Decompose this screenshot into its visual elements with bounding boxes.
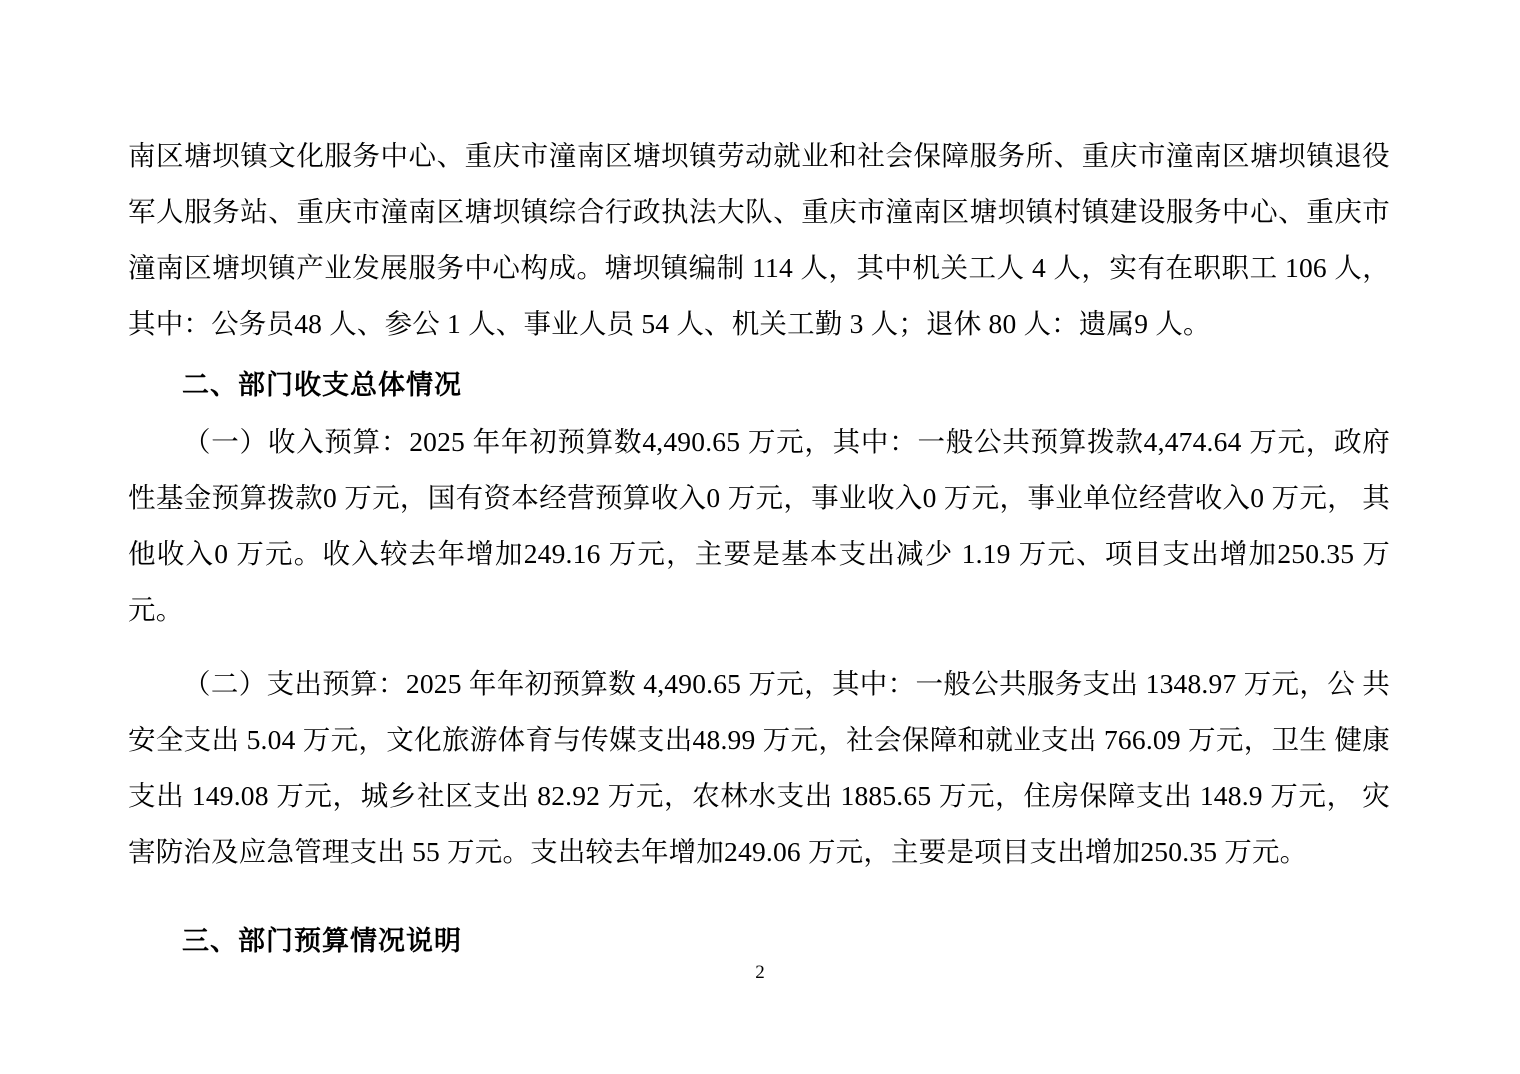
- spacer: [128, 638, 1390, 656]
- paragraph-revenue-budget: （一）收入预算：2025 年年初预算数4,490.65 万元，其中：一般公共预算拨款4,474.64 万元，政府 性基金预算拨款0 万元，国有资本经营预算收入0 万元，事业收入0 万元，事业单位经营收入0 万元， 其他收入0 万元。收入较去年增加249.16 万元，主要是基本支出减少 1.19 万元、项目支出增加250.35 万元。: [128, 426, 1390, 625]
- section-heading-three: 三、部门预算情况说明: [182, 926, 462, 957]
- section-heading-two: 二、部门收支总体情况: [182, 370, 462, 401]
- page-content: [128, 128, 1390, 970]
- paragraph-expenditure-budget: （二）支出预算：2025 年年初预算数 4,490.65 万元，其中：一般公共服务支出 1348.97 万元，公 共安全支出 5.04 万元，文化旅游体育与传媒支出48.99 万元，社会保障和就业支出 766.09 万元，卫生 健康支出 149.08 万元，城乡社区支出 82.92 万元，农林水支出 1885.65 万元，住房保障支出 148.9 万元， 灾害防治及应急管理支出 55 万元。支出较去年增加249.06 万元，主要是项目支出增加250.35 万元。: [128, 668, 1390, 867]
- page-number: 2: [755, 962, 765, 983]
- spacer: [128, 880, 1390, 914]
- paragraph-org-composition: 南区塘坝镇文化服务中心、重庆市潼南区塘坝镇劳动就业和社会保障服务所、重庆市潼南区塘坝镇退役军人服务站、重庆市潼南区塘坝镇综合行政执法大队、重庆市潼南区塘坝镇村镇建设服务中心、重庆市潼南区塘坝镇产业发展服务中心构成。塘坝镇编制 114 人，其中机关工人 4 人，实有在职职工 106 人， 其中：公务员48 人、参公 1 人、事业人员 54 人、机关工勤 3 人；退休 80 人：遗属9 人。: [128, 140, 1390, 339]
